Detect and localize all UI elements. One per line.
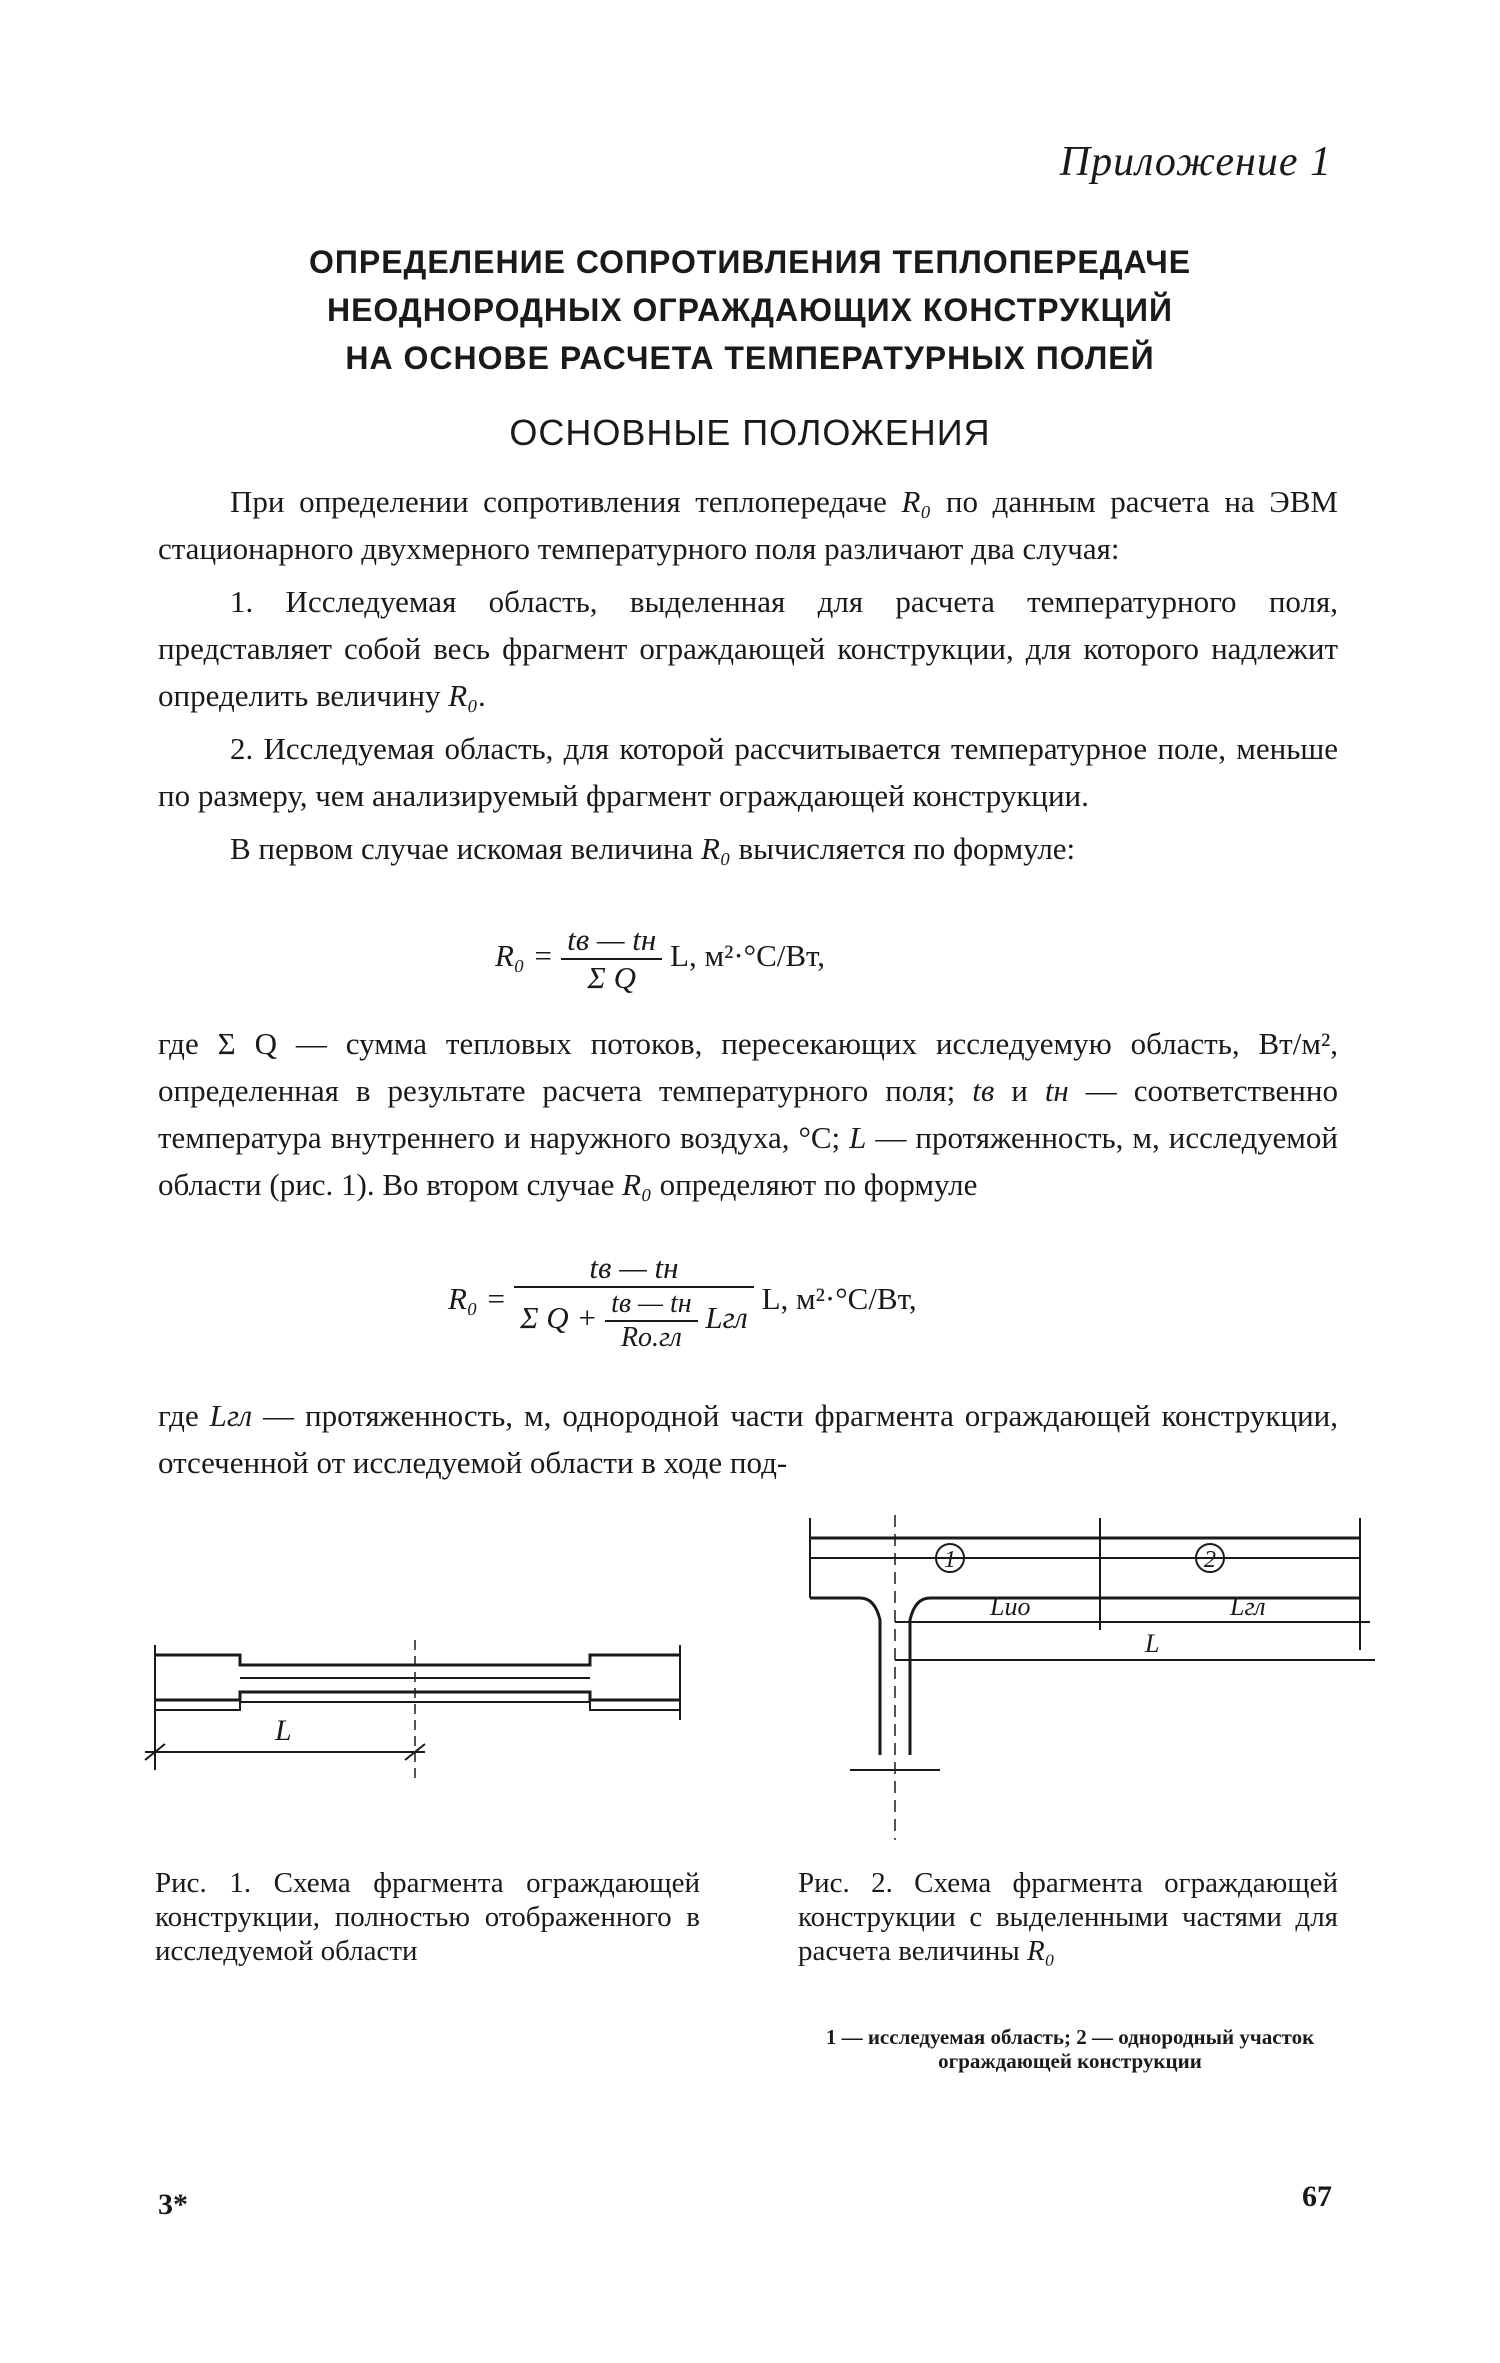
section-heading: ОСНОВНЫЕ ПОЛОЖЕНИЯ [509, 412, 991, 453]
fig2-label-l: L [1145, 1629, 1160, 1658]
paragraph-where-2: где Lгл — протяженность, м, однородной части фрагмента ограждающей конструкции, отсеченной от исследуемой области в ходе под- [158, 1398, 1338, 1480]
appendix-label: Приложение 1 [1059, 139, 1332, 185]
fig1-top-wall-outer [155, 1655, 680, 1665]
body-text-middle [158, 1020, 1338, 1214]
formula-2-lhs: R₀ = [448, 1281, 507, 1317]
formula-1 [495, 922, 825, 996]
fig2-label-lio: Lио [990, 1592, 1031, 1621]
body-text-lower [158, 1392, 1338, 1492]
figure-1-diagram [135, 1640, 695, 1850]
symbol-r0: R₀ [701, 831, 731, 866]
formula-2-fraction [514, 1250, 754, 1354]
formula-1-fraction [561, 922, 662, 996]
symbol-r0: R₀ [622, 1167, 652, 1202]
figure-2-note: 1 — исследуемая область; 2 — однородный участок ограждающей конструкции [825, 2025, 1315, 2073]
title-line-2: НЕОДНОРОДНЫХ ОГРАЖДАЮЩИХ КОНСТРУКЦИЙ [326, 292, 1174, 328]
fig2-circle-2-label: 2 [1204, 1547, 1216, 1573]
paragraph-case-1: 1. Исследуемая область, выделенная для расчета температурного поля, представляет собой весь фрагмент ограждающей конструкции, для которого надлежит определить величину R₀. [158, 584, 1338, 713]
paragraph-intro: При определении сопротивления теплопередаче R₀ по данным расчета на ЭВМ стационарного двухмерного температурного поля различают два случая: [158, 484, 1338, 566]
fig1-label-l: L [275, 1714, 292, 1747]
symbol-r0: R₀ [1027, 1935, 1055, 1967]
figure-2-caption: Рис. 2. Схема фрагмента ограждающей конструкции с выделенными частями для расчета величины R₀ [798, 1867, 1338, 1967]
formula-1-rhs: L, м²·°С/Вт, [670, 938, 826, 974]
page-number: 67 [1302, 2180, 1332, 2213]
title-line-3: НА ОСНОВЕ РАСЧЕТА ТЕМПЕРАТУРНЫХ ПОЛЕЙ [345, 340, 1155, 376]
paragraph-first-case: В первом случае искомая величина R₀ вычисляется по формуле: [230, 831, 1076, 866]
fig1-bottom-wall-inner [155, 1702, 680, 1710]
formula-1-denominator: Σ Q [587, 960, 636, 995]
body-text-upper [158, 478, 1338, 878]
figure-1-caption: Рис. 1. Схема фрагмента ограждающей конструкции, полностью отображенного в исследуемой области [155, 1867, 700, 1967]
formula-2 [448, 1250, 917, 1354]
paragraph-case-2: 2. Исследуемая область, для которой рассчитывается температурное поле, меньше по размеру, чем анализируемый фрагмент ограждающей конструкции. [158, 731, 1338, 813]
formula-2-inner-fraction: $\frac{tв — tн}{Rо.гл}$ [605, 1288, 698, 1354]
fig2-circle-1-label: 1 [944, 1547, 956, 1573]
formula-1-lhs: R₀ = [495, 938, 554, 974]
fig1-bottom-wall [155, 1692, 680, 1700]
paragraph-where-1: где Σ Q — сумма тепловых потоков, пересекающих исследуемую область, Вт/м², определенная в результате расчета температурного поля; tв и tн — соответственно температура внутреннего и наружного воздуха, °С; L — протяженность, м, исследуемой области (рис. 1). Во втором случае R₀ определяют по формуле [158, 1026, 1338, 1202]
symbol-r0: R₀ [448, 678, 478, 713]
signature-mark: 3* [158, 2188, 188, 2221]
fig2-label-lgl: Lгл [1230, 1592, 1266, 1621]
formula-2-numerator: tв — tн [514, 1250, 754, 1288]
figure-2-diagram [790, 1510, 1380, 1850]
title-line-1: ОПРЕДЕЛЕНИЕ СОПРОТИВЛЕНИЯ ТЕПЛОПЕРЕДАЧЕ [308, 244, 1192, 280]
symbol-r0: R₀ [901, 484, 932, 519]
document-title [150, 238, 1350, 382]
formula-2-denominator: Σ Q + $\frac{tв — tн}{Rо.гл}$ Lгл [520, 1288, 748, 1353]
fig2-column-left [810, 1598, 880, 1755]
formula-2-rhs: L, м²·°С/Вт, [761, 1281, 917, 1317]
formula-1-numerator: tв — tн [561, 922, 662, 960]
